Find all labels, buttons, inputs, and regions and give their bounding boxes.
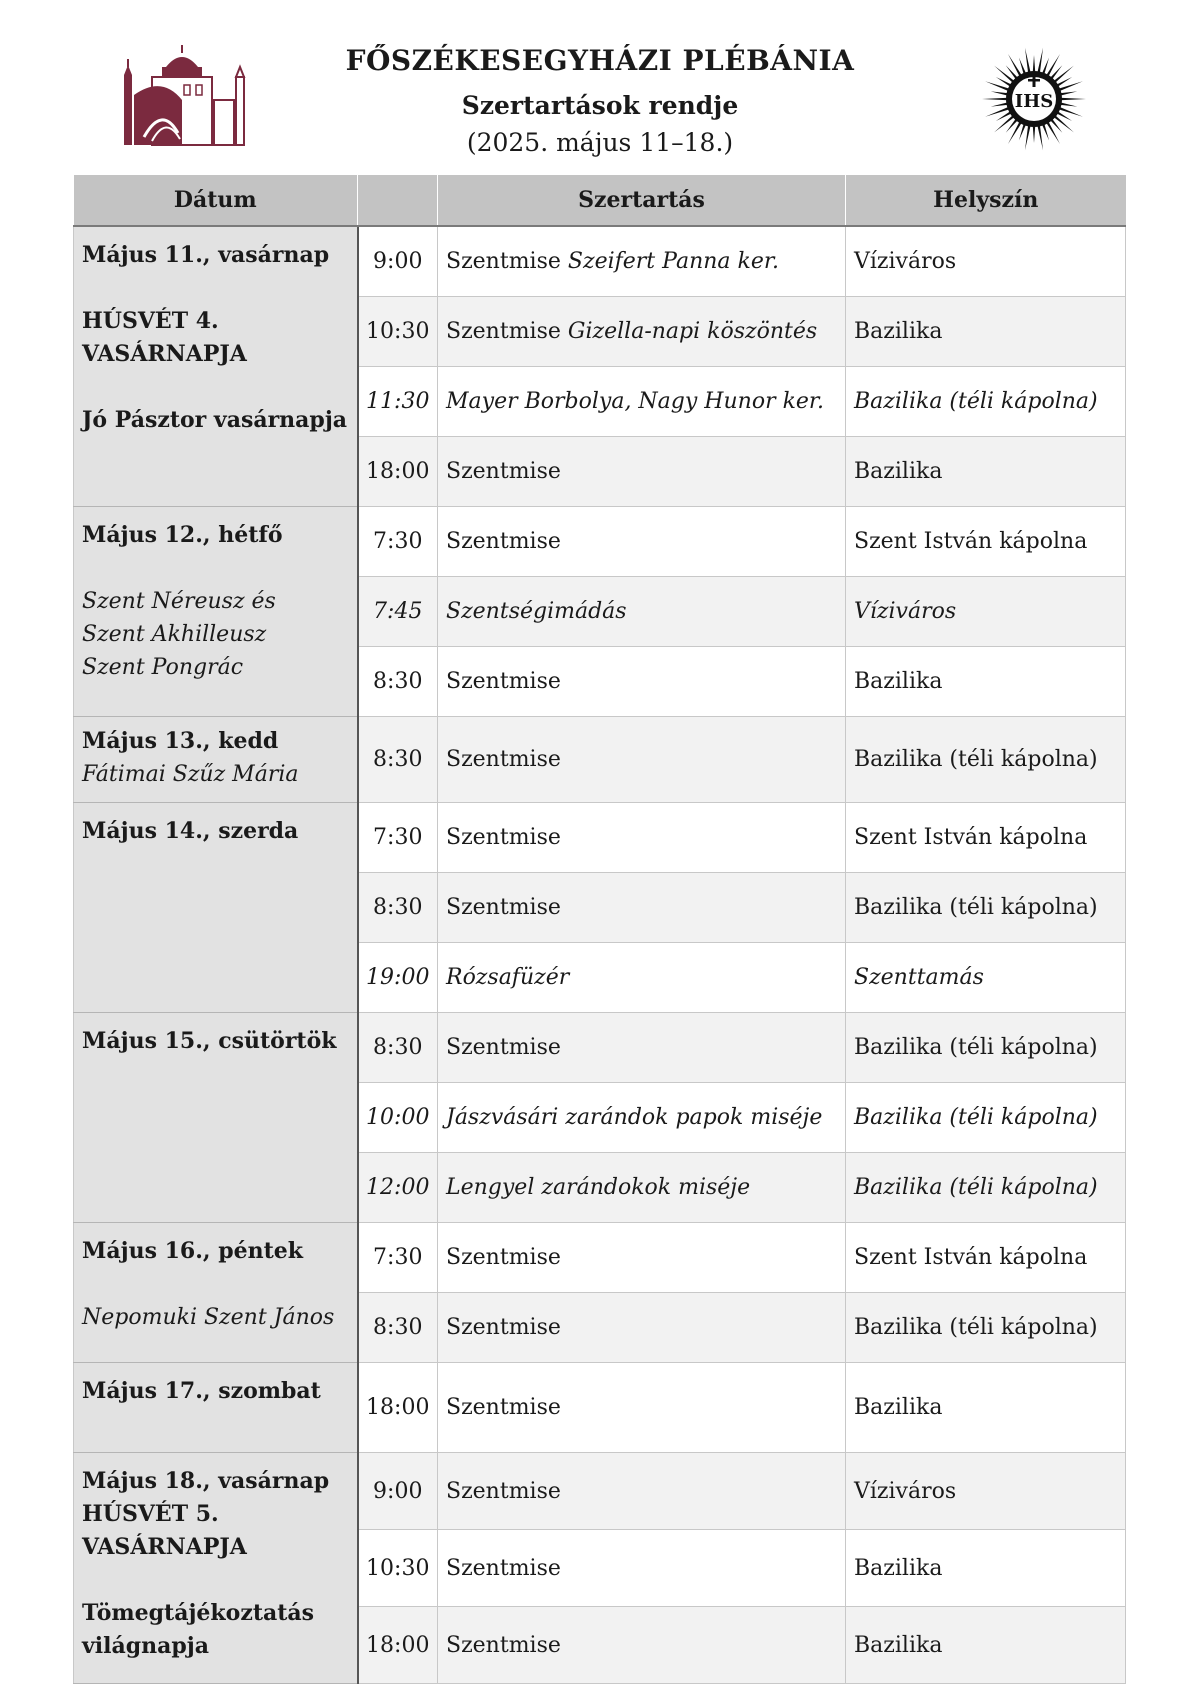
time-cell: 12:00: [358, 1153, 438, 1223]
time-cell: 8:30: [358, 873, 438, 943]
service-cell: Lengyel zarándokok miséje: [438, 1153, 846, 1223]
time-cell: 10:30: [358, 1530, 438, 1607]
time-cell: 18:00: [358, 1607, 438, 1684]
time-cell: 11:30: [358, 367, 438, 437]
date-range: (2025. május 11–18.): [466, 128, 734, 157]
day-label: Május 18., vasárnap: [82, 1468, 330, 1494]
location-cell: Szent István kápolna: [846, 1223, 1126, 1293]
table-header-row: [74, 175, 1126, 226]
service-note: Szeifert Panna ker.: [567, 249, 779, 274]
service-label: Szentmise: [446, 249, 561, 274]
location-cell: Bazilika (téli kápolna): [846, 873, 1126, 943]
location-cell: Szent István kápolna: [846, 507, 1126, 577]
time-cell: 7:45: [358, 577, 438, 647]
time-cell: 7:30: [358, 507, 438, 577]
location-cell: Bazilika: [846, 647, 1126, 717]
service-cell: Szentmise: [438, 717, 846, 803]
table-row: [74, 717, 1126, 803]
page-title: FŐSZÉKESEGYHÁZI PLÉBÁNIA: [345, 44, 855, 77]
service-cell: Szentmise: [438, 437, 846, 507]
saint-label: Nepomuki Szent János: [82, 1305, 335, 1330]
location-cell: Bazilika (téli kápolna): [846, 1153, 1126, 1223]
date-cell: [74, 1013, 358, 1223]
time-cell: 10:30: [358, 297, 438, 367]
location-cell: Bazilika: [846, 1530, 1126, 1607]
basilica-logo-icon: [122, 45, 252, 147]
saint-label: Szent Akhilleusz: [82, 622, 267, 647]
location-cell: Bazilika (téli kápolna): [846, 1083, 1126, 1153]
day-label: Május 12., hétfő: [82, 522, 283, 548]
day-label: Május 17., szombat: [82, 1378, 321, 1404]
sun-ray: [1025, 48, 1031, 74]
location-cell: Víziváros: [846, 1453, 1126, 1530]
sun-ray: [1037, 48, 1043, 74]
date-cell: [74, 1223, 358, 1363]
header-service: Szertartás: [438, 175, 846, 226]
service-cell: Szentmise: [438, 1013, 846, 1083]
sun-ray: [1025, 124, 1031, 150]
svg-text:IHS: IHS: [1014, 91, 1054, 112]
day-label: Május 13., kedd: [82, 728, 279, 754]
location-cell: Bazilika (téli kápolna): [846, 717, 1126, 803]
service-cell: Szentmise: [438, 1363, 846, 1453]
location-cell: Szent István kápolna: [846, 803, 1126, 873]
location-cell: Bazilika (téli kápolna): [846, 1013, 1126, 1083]
location-cell: Bazilika: [846, 1607, 1126, 1684]
service-cell: Szentmise: [438, 1530, 846, 1607]
service-cell: Szentmise: [438, 647, 846, 717]
sun-ray: [982, 98, 1008, 101]
feast-label: Jó Pásztor vasárnapja: [82, 407, 348, 433]
service-cell: Szentmise: [438, 507, 846, 577]
day-label: Május 16., péntek: [82, 1238, 303, 1264]
service-cell: Szentmise: [438, 1223, 846, 1293]
date-cell: [74, 803, 358, 1013]
feast-label: VASÁRNAPJA: [82, 1534, 247, 1560]
table-row: [74, 1363, 1126, 1453]
sun-ray: [1033, 125, 1036, 143]
table-row: [74, 1013, 1126, 1083]
sun-ray: [1046, 54, 1060, 77]
time-cell: 10:00: [358, 1083, 438, 1153]
sun-ray: [1033, 55, 1036, 73]
time-cell: 7:30: [358, 1223, 438, 1293]
date-cell: [74, 1453, 358, 1684]
sun-ray: [1053, 66, 1074, 84]
saint-label: Fátimai Szűz Mária: [82, 762, 299, 787]
feast-label: világnapja: [82, 1633, 209, 1659]
date-cell: [74, 226, 358, 507]
service-cell: Szentmise: [438, 1607, 846, 1684]
sun-ray: [991, 91, 1009, 95]
sun-ray: [1046, 121, 1060, 144]
sun-ray: [1053, 115, 1074, 133]
service-cell: Szentmise: [438, 1293, 846, 1363]
table-row: [74, 803, 1126, 873]
service-note: Gizella-napi köszöntés: [567, 319, 818, 344]
service-cell: Rózsafüzér: [438, 943, 846, 1013]
day-label: Május 14., szerda: [82, 818, 299, 844]
service-cell: Jászvásári zarándok papok miséje: [438, 1083, 846, 1153]
header-date: Dátum: [74, 175, 358, 226]
day-label: Május 15., csütörtök: [82, 1028, 337, 1054]
service-cell: Szentmise: [438, 803, 846, 873]
table-row: [74, 1453, 1126, 1530]
feast-label: VASÁRNAPJA: [82, 341, 247, 367]
date-cell: [74, 507, 358, 717]
date-cell: [74, 717, 358, 803]
service-cell: [438, 297, 846, 367]
location-cell: Bazilika: [846, 437, 1126, 507]
location-cell: Bazilika: [846, 1363, 1126, 1453]
location-cell: Bazilika (téli kápolna): [846, 1293, 1126, 1363]
location-cell: Víziváros: [846, 577, 1126, 647]
sun-ray: [994, 115, 1015, 133]
feast-label: HÚSVÉT 5.: [82, 1501, 219, 1527]
time-cell: 8:30: [358, 647, 438, 717]
location-cell: Bazilika: [846, 297, 1126, 367]
ihs-sun-emblem-icon: [980, 45, 1088, 153]
page-subtitle: Szertartások rendje: [461, 91, 739, 120]
time-cell: 8:30: [358, 1013, 438, 1083]
location-cell: Bazilika (téli kápolna): [846, 367, 1126, 437]
time-cell: 8:30: [358, 1293, 438, 1363]
time-cell: 9:00: [358, 1453, 438, 1530]
table-row: [74, 507, 1126, 577]
sun-ray: [1037, 124, 1043, 150]
sun-ray: [1060, 98, 1086, 101]
location-cell: Víziváros: [846, 226, 1126, 297]
day-label: Május 11., vasárnap: [82, 242, 330, 268]
service-cell: [438, 226, 846, 297]
saint-label: Szent Néreusz és: [82, 589, 276, 614]
sun-ray: [1059, 91, 1077, 95]
table-row: [74, 226, 1126, 297]
time-cell: 18:00: [358, 437, 438, 507]
header-location: Helyszín: [846, 175, 1126, 226]
service-label: Szentmise: [446, 319, 561, 344]
service-cell: Szentmise: [438, 873, 846, 943]
service-cell: Mayer Borbolya, Nagy Hunor ker.: [438, 367, 846, 437]
time-cell: 9:00: [358, 226, 438, 297]
time-cell: 7:30: [358, 803, 438, 873]
header-time: [358, 175, 438, 226]
feast-label: Tömegtájékoztatás: [82, 1600, 315, 1626]
location-cell: Szenttamás: [846, 943, 1126, 1013]
sun-ray: [1008, 121, 1022, 144]
saint-label: Szent Pongrác: [82, 655, 244, 680]
schedule-table: [73, 175, 1126, 1684]
sun-ray: [1008, 54, 1022, 77]
time-cell: 19:00: [358, 943, 438, 1013]
feast-label: HÚSVÉT 4.: [82, 308, 219, 334]
time-cell: 8:30: [358, 717, 438, 803]
sun-ray: [991, 102, 1009, 106]
time-cell: 18:00: [358, 1363, 438, 1453]
service-cell: Szentmise: [438, 1453, 846, 1530]
service-cell: Szentségimádás: [438, 577, 846, 647]
table-row: [74, 1223, 1126, 1293]
sun-ray: [994, 66, 1015, 84]
date-cell: [74, 1363, 358, 1453]
sun-ray: [1059, 102, 1077, 106]
